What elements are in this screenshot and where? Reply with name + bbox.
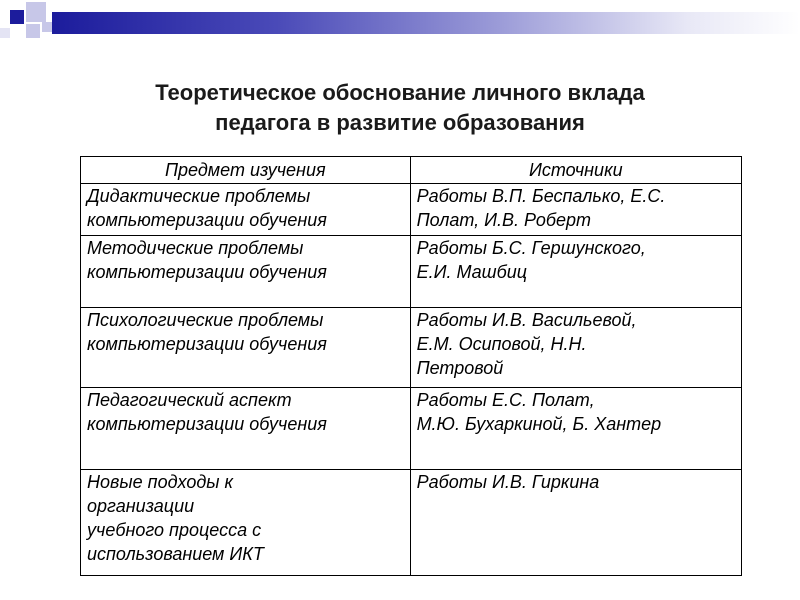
- header-gradient-bar: [52, 12, 800, 34]
- subject-cell: [81, 184, 411, 236]
- cell-line: Педагогический аспект: [87, 390, 292, 410]
- cell-line: учебного процесса с: [87, 520, 262, 540]
- sources-table: [80, 156, 742, 576]
- table-row: [81, 184, 742, 236]
- cell-line: Новые подходы к: [87, 472, 234, 492]
- sources-cell: [410, 184, 741, 236]
- sources-cell: [410, 388, 741, 470]
- decor-square: [26, 2, 46, 22]
- header-decoration: [0, 0, 800, 42]
- table-row: [81, 236, 742, 308]
- subject-cell: [81, 388, 411, 470]
- table-row: [81, 308, 742, 388]
- table-row: [81, 388, 742, 470]
- slide-title: [60, 78, 740, 138]
- decor-square: [26, 24, 40, 38]
- sources-cell: [410, 236, 741, 308]
- cell-line: организации: [87, 496, 195, 516]
- cell-line: Петровой: [416, 358, 504, 378]
- cell-line: использованием ИКТ: [87, 544, 264, 564]
- subject-cell: [81, 308, 411, 388]
- subject-cell: [81, 470, 411, 576]
- column-header-subject: Предмет изучения: [81, 157, 411, 184]
- cell-line: Работы Е.С. Полат,: [416, 390, 595, 410]
- cell-line: компьютеризации обучения: [87, 210, 327, 230]
- cell-line: М.Ю. Бухаркиной, Б. Хантер: [416, 414, 662, 434]
- cell-line: компьютеризации обучения: [87, 334, 327, 354]
- sources-cell: [410, 308, 741, 388]
- slide-title-line: Теоретическое обоснование личного вклада: [155, 80, 645, 105]
- subject-cell: [81, 236, 411, 308]
- decor-square: [10, 10, 24, 24]
- cell-line: Дидактические проблемы: [87, 186, 311, 206]
- sources-cell: [410, 470, 741, 576]
- cell-line: компьютеризации обучения: [87, 262, 327, 282]
- cell-line: компьютеризации обучения: [87, 414, 327, 434]
- decor-square: [0, 28, 10, 38]
- table-row: [81, 470, 742, 576]
- cell-line: Е.М. Осиповой, Н.Н.: [416, 334, 587, 354]
- column-header-sources: Источники: [410, 157, 741, 184]
- cell-line: Е.И. Машбиц: [416, 262, 528, 282]
- cell-line: Работы И.В. Васильевой,: [416, 310, 637, 330]
- cell-line: Работы Б.С. Гершунского,: [416, 238, 646, 258]
- slide-title-line: педагога в развитие образования: [215, 110, 585, 135]
- decor-square: [42, 22, 52, 32]
- cell-line: Психологические проблемы: [87, 310, 324, 330]
- table-header-row: [81, 157, 742, 184]
- cell-line: Работы И.В. Гиркина: [416, 472, 600, 492]
- cell-line: Полат, И.В. Роберт: [416, 210, 592, 230]
- cell-line: Работы В.П. Беспалько, Е.С.: [416, 186, 666, 206]
- cell-line: Методические проблемы: [87, 238, 304, 258]
